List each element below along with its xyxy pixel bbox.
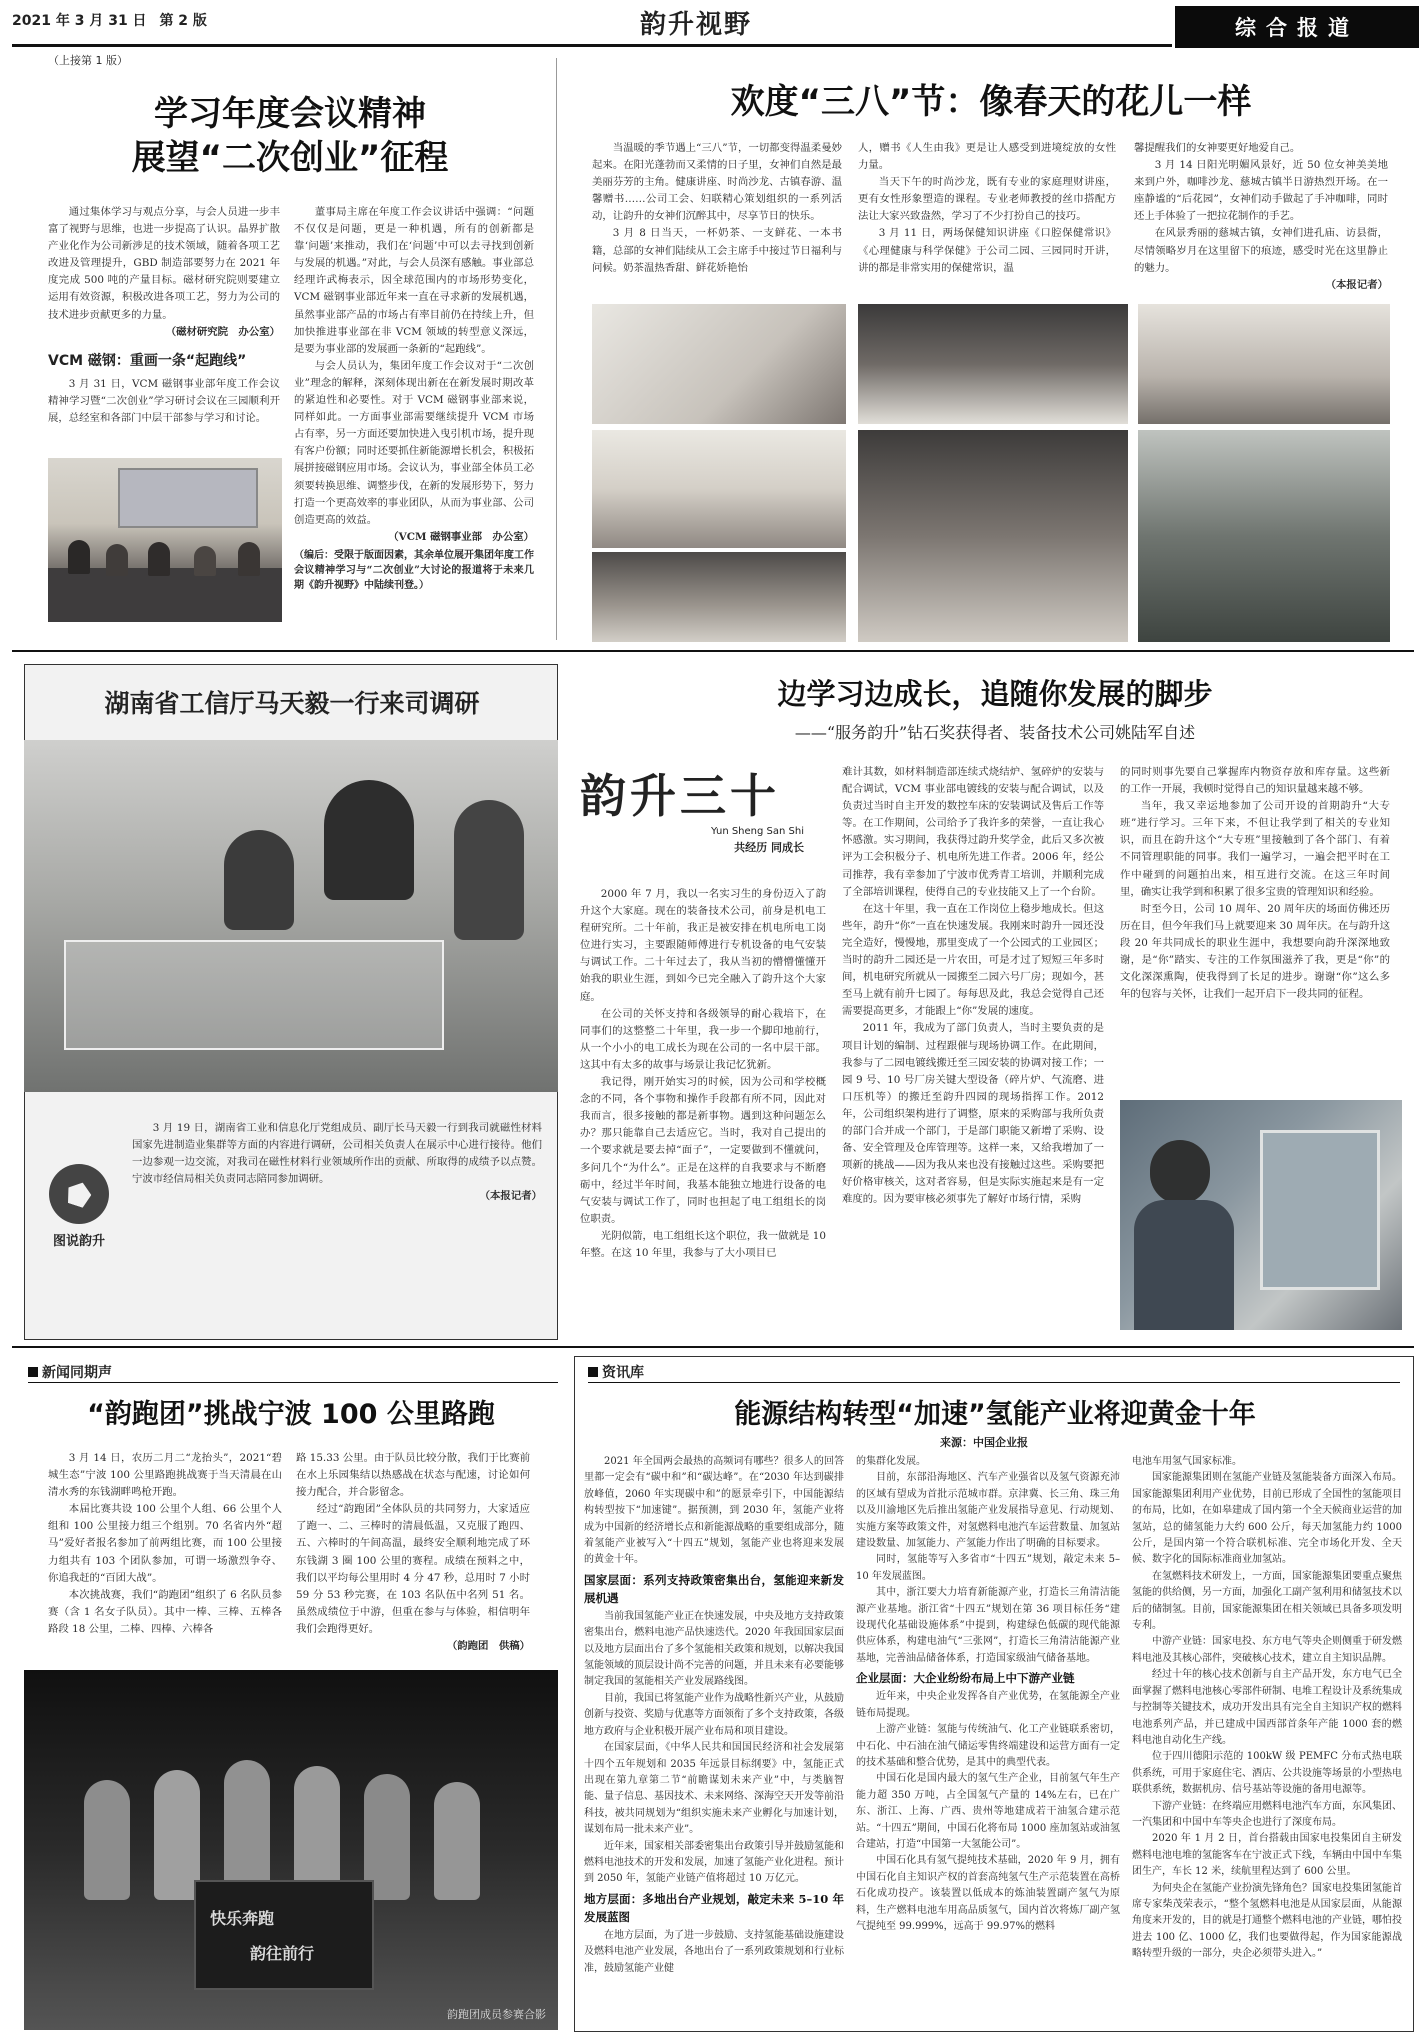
a6-col1-para1: 2021 年全国两会最热的高频词有哪些？很多人的回答里都一定会有“碳中和”和“碳达峰”。在“2030 年达到碳排放峰值，2060 年实现碳中和”的愿景牵引下，中国能源结构转型按下“加速键”。据预测，到 2030 年，氢能产业将成为中国新的经济增长点和新能源战略的重要组成部分，随着氢能产业被写入“十四五”规划，氢能产业也将迎来发展的黄金十年。: [584, 1456, 844, 1566]
a2-photo-3: [1138, 304, 1390, 424]
a4-brand-block: [580, 760, 828, 878]
a4-col2-para1: 难计其数，如材料制造部连续式烧结炉、氢碎炉的安装与配合调试，VCM 事业部电镀线的安装与配合调试，以及负责过当时自主开发的数控车床的安装调试及售后工作等等。在工作期间，公司给予了我许多的荣誉，一直让我心怀感激。实习期间，我获得过韵升奖学金，此后又多次被评为工会积极分子、机电所先进工作者。2006 年，经公司推荐，我有幸参加了宁波市优秀青工培训，并顺利完成了全部培训课程，使得自己的专业技能又上了一个台阶。: [842, 766, 1104, 898]
a2-col3: [1134, 140, 1388, 294]
a6-col1-para6: 在地方层面，为了进一步鼓励、支持氢能基础设施建设及燃料电池产业发展，各地出台了一系列政策规划和行业标准，鼓励氢能产业健: [584, 1929, 844, 1974]
a3-logo-label: 图说韵升: [52, 1234, 105, 1249]
a6-col3-para3: 中游产业链：国家电投、东方电气等央企则侧重于研发燃料电池及其核心部件，突破核心技术，建立自主知识品牌。: [1132, 1636, 1402, 1664]
date-text: 2021 年 3 月 31 日: [12, 13, 147, 29]
a6-col2-para3: 其中，浙江要大力培育新能源产业，打造长三角清洁能源产业基地。浙江省“十四五”规划在第 36 项目标任务“建设现代化基础设施体系”中提到，构建绿色低碳的现代能源供应体系，构建电油气“三张网”，打造长三角清洁能源产业基地，完善油品储备体系，打造国家级油气储备基地。: [856, 1587, 1120, 1664]
a1-sub-para: 3 月 31 日，VCM 磁钢事业部年度工作会议精神学习暨“二次创业”学习研讨会议在三园顺利开展，总经室和各部门中层干部参与学习和讨论。: [48, 378, 280, 425]
a4-brand-text: 韵升三十: [580, 769, 780, 823]
a5-tag-rule: [28, 1382, 558, 1383]
a3-photo: [24, 740, 558, 1092]
a6-col1: [584, 1454, 844, 1977]
a1-col1: [48, 204, 280, 341]
a5-col2-para2: 经过“韵跑团”全体队员的共同努力，大家适应了跑一、二、三棒时的清晨低温，又克服了跑四、五、六棒时的午间高温，最终安全顺利地完成了环东钱湖 3 圈 100 公里的赛程。成绩在预料之中，我们以平均每公里用时 4 分 47 秒，总用时 7 小时 59 分 53 秒完赛，在 103 名队伍中名列 51 名。虽然成绩位于中游，但重在参与与体验，相信明年我们会跑得更好。: [296, 1503, 530, 1635]
a3-title: 湖南省工信厅马天毅一行来司调研: [104, 689, 480, 718]
a4-col1-para2: 在公司的关怀支持和各级领导的耐心栽培下，在同事们的这整整二十年里，我一步一个脚印地前行，从一个小小的电工成长为现在公司的一名中层干部。这其中有太多的故事与场景让我记忆犹新。: [580, 1007, 826, 1071]
a6-subhead-2: 地方层面：多地出台产业规划，敲定未来 5–10 年发展蓝图: [584, 1891, 844, 1924]
a2-col1: [592, 140, 842, 277]
edition-text: 第 2 版: [159, 13, 207, 29]
a3-sign: （本报记者）: [479, 1190, 542, 1203]
a6-tag: [588, 1362, 644, 1382]
a6-subhead-3: 企业层面：大企业纷纷布局上中下游产业链: [856, 1671, 1075, 1686]
a4-col3-para3: 时至今日，公司 10 周年、20 周年庆的场面仿佛还历历在目，但今年我们马上就要迎来 30 周年庆。在与韵升这段 20 年共同成长的职业生涯中，我想要向韵升深深地致谢，是“你”踏实、专注的工作氛围滋养了我，更是“你”的文化深深熏陶，使我得到了长足的进步。谢谢“你”这么多年的包容与关怀，让我们一起开启下一段共同的征程。: [1120, 902, 1390, 1001]
col-divider: [556, 58, 557, 640]
a1-col1-sign: （磁材研究院 办公室）: [165, 325, 280, 338]
a2-col1-para1: 当温暖的季节遇上“三八”节，一切都变得温柔曼妙起来。在阳光蓬勃而又柔情的日子里，女神们自然是最美丽芬芳的主角。健康讲座、时尚沙龙、古镇春游、温馨赠书……公司工会、妇联精心策划组织的一系列活动，让韵升的女神们沉醉其中，尽享节日的快乐。: [592, 142, 842, 223]
a2-col2-para3: 3 月 11 日，两场保健知识讲座《口腔保健常识》《心理健康与科学保健》于公司二园、三园同时开讲，讲的都是非常实用的保健常识，温: [858, 227, 1116, 274]
a4-col3: [1120, 764, 1390, 1003]
a6-col2-para7: 中国石化具有氢气提纯技术基础，2020 年 9 月，拥有中国石化自主知识产权的首套高纯氢气生产示范装置在高桥石化成功投产。该装置以低成本的炼油装置副产氢气为原料，生产燃料电池车用高品质氢气，国内首次将炼厂副产氢气提纯至 99.999%，远高于 99.97%的燃料: [856, 1855, 1120, 1932]
a1-title-line2: 展望“二次创业”征程: [131, 138, 449, 178]
a1-sub-body: [48, 376, 280, 427]
a2-col3-para3: 在风景秀丽的慈城古镇，女神们进孔庙、访县衙，尽情领略岁月在这里留下的痕迹，感受时光在这里静止的魅力。: [1134, 227, 1388, 274]
a2-photo-6: [858, 430, 1128, 642]
a1-col1-para: 通过集体学习与观点分享，与会人员进一步丰富了视野与思维，也进一步提高了认识。晶界扩散产业化作为公司新涉足的技术领域，随着各项工艺改进及管理提升，GBD 制造部要努力在 2021 年度完成 500 吨的产量目标。磁材研究院则要建立运用有效资源，积极改进各项工艺，努力为公司的技术进步贡献更多的力量。: [48, 206, 280, 321]
a1-col2-para2: 与会人员认为，集团年度工作会议对于“二次创业”理念的解释，深刻体现出新在在新发展时期改革的紧迫性和必要性。对于 VCM 磁钢事业部来说，同样如此。一方面事业部需要继续提升 VCM 市场占有率，另一方面还要加快进入曳引机市场，提升现有客户份额；同时还要抓住新能源增长机会，积极拓展拼接磁钢应用市场。会议认为，事业部全体员工必须要转换思维、调整步伐，在新的发展形势下，努力打造一个更高效率的事业团队，从而为事业部、公司创造更高的效益。: [294, 359, 534, 526]
a4-brand-sub: 共经历 同成长: [734, 841, 804, 854]
a6-col3: [1132, 1454, 1402, 1963]
a5-col2: [296, 1450, 530, 1655]
a1-subhead: VCM 磁钢：重画一条“起跑线”: [48, 353, 247, 369]
a6-col1-para2: 当前我国氢能产业正在快速发展，中央及地方支持政策密集出台，燃料电池产品快速迭代。2020 年我国国家层面以及地方层面出台了多个氢能相关政策和规划，以解决我国氢能领域的顶层设计尚不完善的问题，并且未来有必要能够制定我国的氢能相关产业发展路线图。: [584, 1610, 844, 1688]
a6-col3-para2: 在氢燃料技术研发上，一方面，国家能源集团要重点聚焦氢能的供给侧，另一方面，加强化工副产氢利用和储氢技术以后的储制氢。目前，国家能源集团在相关领域已具备多项发明专利。: [1132, 1570, 1402, 1632]
a5-photo-caption: 韵跑团成员参赛合影: [447, 2008, 546, 2021]
a6-col3-para1: 国家能源集团则在氢能产业链及氢能装备方面深入布局。国家能源集团利用产业优势，目前已形成了全国性的氢能项目的布局，比如，在如皋建成了国内第一个全天候商业运营的加氢站，总的储氢能力大约 600 公斤，每天加氢能力约 1000 公斤，是国内第一个符合联机标准、完全市场化开发、全天候、数字化的国际标准商业加氢站。: [1132, 1472, 1402, 1566]
a2-photo-7: [1138, 430, 1390, 642]
a1-title-line1: 学习年度会议精神: [154, 94, 426, 134]
a5-banner-flag: [194, 1880, 374, 1990]
a4-col3-para2: 当年，我又幸运地参加了公司开设的首期韵升“大专班”进行学习。三年下来，不但让我学到了相关的专业知识，而且在韵升这个“大专班”里接触到了各个部门、有着不同管理职能的同事。我们一遍学习，一遍会把平时在工作中碰到的问题拍出来，相互进行交流。在这三年时间里，确实让我学到和积累了很多宝贵的管理知识和经验。: [1120, 800, 1390, 898]
a3-caption-text: 3 月 19 日，湖南省工业和信息化厅党组成员、副厅长马天毅一行到我司就磁性材料国家先进制造业集群等方面的内容进行调研，公司相关负责人在展示中心进行接待。他们一边参观一边交流，对我司在磁性材料行业领域所作出的贡献、所取得的成绩予以点赞。宁波市经信局相关负责同志陪同参加调研。: [132, 1122, 542, 1186]
a2-col2: [858, 140, 1116, 277]
a4-col2-para2: 在这十年里，我一直在工作岗位上稳步地成长。但这些年，韵升“你”一直在快速发展。我刚来时韵升一园还没完全造好，慢慢地，那里变成了一个公园式的工业园区；当时的韵升二园还是一片农田，可是才过了短短三年多时间，机电研究所就从一园搬至二园六号厂房；现如今，甚至马上就有前升七园了。每每思及此，我总会觉得自己还需要提高更多，才能跟上“你”发展的速度。: [842, 902, 1104, 1018]
a6-col2-para6: 中国石化是国内最大的氢气生产企业，目前氢气年生产能力超 350 万吨，占全国氢气产量的 14%左右，已在广东、浙江、上海、广西、贵州等地建成若干油氢合建示范站。“十四五”期间，中国石化将布局 1000 座加氢站或油氢合建站，打造“中国第一大氢能公司”。: [856, 1773, 1120, 1850]
a6-col1-para3: 目前，我国已将氢能产业作为战略性新兴产业，从鼓励创新与投资、奖励与优惠等方面领衔了多个支持政策，各级地方政府与企业积极开展产业布局和项目建设。: [584, 1692, 844, 1737]
a2-title: 欢度“三八”节：像春天的花儿一样: [730, 82, 1252, 122]
a5-tag: [28, 1362, 112, 1382]
section-banner: 综合报道: [1175, 6, 1419, 48]
a5-col2-sign: （韵跑团 供稿）: [446, 1640, 530, 1653]
a6-col3-para6: 下游产业链：在终端应用燃料电池汽车方面，东风集团、一汽集团和中国中车等央企也进行了深度布局。: [1132, 1800, 1402, 1828]
a2-col2-para1: 人，赠书《人生由我》更是让人感受到进境绽放的女性力量。: [858, 142, 1116, 172]
a3-logo-icon: [49, 1164, 109, 1224]
square-bullet-icon: [588, 1367, 598, 1377]
a6-col2-para1: 目前，东部沿海地区、汽车产业强省以及氢气资源充沛的区域有望成为首批示范城市群。京津冀、长三角、珠三角以及川渝地区先后推出氢能产业发展指导意见、行动规划、实施方案等政策文件，对氢燃料电池汽车运营数量、加氢站建设数量、加氢能力、产氢能力作出了明确的目标要求。: [856, 1472, 1120, 1550]
continued-note: （上接第 1 版）: [48, 54, 128, 67]
a3-logo: [42, 1164, 116, 1254]
a1-title: [20, 92, 560, 180]
a6-title: 能源结构转型“加速”氢能产业将迎黄金十年: [734, 1399, 1256, 1430]
a6-col2-para5: 上游产业链：氢能与传统油气、化工产业链联系密切，中石化、中石油在油气储运零售终端建设和运营方面有一定的技术基础和整合优势，是其中的典型代表。: [856, 1724, 1120, 1768]
paper-title: 韵升视野: [640, 10, 753, 40]
a6-col3-para5: 位于四川德阳示范的 100kW 级 PEMFC 分布式热电联供系统，可用于家庭住宅、酒店、公共设施等场景的小型热电联供系统，数据机房、信号基站等设施的备用电源等。: [1132, 1751, 1402, 1796]
issue-date: [12, 10, 207, 30]
a6-col3-para4: 经过十年的核心技术创新与自主产品开发，东方电气已全面掌握了燃料电池核心零部件研制、电堆工程设计及系统集成与控制等关键技术，成功开发出具有完全自主知识产权的燃料电池系列产品，并已建成中国西部首条年产能 1000 套的燃料电池自动化生产线。: [1132, 1669, 1402, 1746]
a6-col2-para2: 同时，氢能等写入多省市“十四五”规划，敲定未来 5–10 年发展蓝图。: [856, 1554, 1120, 1582]
a2-col3-para1: 馨提醒我们的女神要更好地爱自己。: [1134, 142, 1301, 154]
a5-col1-para2: 本届比赛共设 100 公里个人组、66 公里个人组和 100 公里接力组三个组别。70 名省内外“超马”爱好者报名参加了前两组比赛，而 100 公里接力组共有 103 个团队参加，可谓一场激烈争夺、你追我赶的“百团大战”。: [48, 1503, 282, 1584]
section-rule-1: [12, 650, 1414, 652]
a4-col2-para3: 2011 年，我成为了部门负责人，当时主要负责的是项目计划的编制、过程跟催与现场协调工作。在此期间，我参与了二园电镀线搬迁至三园安装的协调对接工作；一园 9 号、10 号厂房关键大型设备（碎片炉、气流磨、进口压机等）的搬迁至韵升四园的现场指挥工作。2012 年，公司组织架构进行了调整，原来的采购部与我所负责的部门合并成一个部门，于是部门职能又新增了采购、设备、安全管理及仓库管理等。这样一来，又给我增加了一项新的挑战——因为我从来也没有接触过这些。采购要把好价格审核关，这对者容易，但是实际实施起来是有一定难度的。因为要审核必须事先了解好市场行情，采购: [842, 1022, 1104, 1206]
a5-team-photo: [24, 1670, 558, 2030]
header-rule: [12, 44, 1172, 47]
section-rule-2: [12, 1346, 1414, 1348]
a5-col1: [48, 1450, 282, 1638]
a2-photo-1: [592, 304, 846, 424]
a4-portrait-photo: [1120, 1100, 1402, 1330]
a6-col3-para7: 2020 年 1 月 2 日，首台搭载由国家电投集团自主研发燃料电池电堆的氢能客车在宁波正式下线，车辆由中国中车集团生产，车长 12 米，续航里程达到了 600 公里。: [1132, 1833, 1402, 1878]
a2-col1-para2: 3 月 8 日当天，一杯奶茶、一支鲜花、一本书籍，总部的女神们陆续从工会主席手中接过节日福利与问候。奶茶温热香甜、鲜花娇艳怡: [592, 227, 842, 274]
a6-col3-para0: 电池车用氢气国家标准。: [1132, 1456, 1242, 1467]
a1-col2: [294, 204, 534, 593]
square-bullet-icon: [28, 1367, 38, 1377]
a2-col3-sign: （本报记者）: [1325, 278, 1388, 291]
a6-col1-para4: 在国家层面，《中华人民共和国国民经济和社会发展第十四个五年规划和 2035 年远景目标纲要》中，氢能正式出现在第九章第二节“前瞻谋划未来产业”中，与类脑智能、量子信息、基因技术、未来网络、深海空天开发等前沿科技，被共同规划为“组织实施未来产业孵化与加速计划，谋划布局一批未来产业”。: [584, 1742, 844, 1836]
a6-tag-label: 资讯库: [602, 1365, 644, 1381]
a1-editor-note: （编后：受限于版面因素，其余单位展开集团年度工作会议精神学习与“二次创业”大讨论的报道将于未来几期《韵升视野》中陆续刊登。）: [294, 549, 534, 591]
a6-tag-rule: [588, 1382, 1400, 1383]
a1-col2-para1: 董事局主席在年度工作会议讲话中强调：“问题不仅仅是问题，更是一种机遇，所有的创新都是靠‘问题’来推动，我们在‘问题’中可以去寻找到创新与发展的机遇。”对此，与会人员深有感触。事业部总经理许武梅表示，因全球范围内的市场形势变化，VCM 磁钢事业部近年来一直在寻求新的发展机遇，虽然事业部产品的市场占有率目前仍在持续上升，但加快推进事业部在非 VCM 领域的转型意义深远，是要为事业部的发展画一条新的“起跑线”。: [294, 206, 534, 355]
a2-photo-5: [592, 552, 846, 642]
a5-banner-line2: 韵往前行: [250, 1944, 315, 1963]
a4-brand-en: Yun Sheng San Shi: [711, 826, 804, 837]
a6-source: 来源：中国企业报: [940, 1436, 1028, 1449]
a5-banner-line1: 快乐奔跑: [210, 1909, 275, 1928]
a6-col1-para5: 近年来，国家相关部委密集出台政策引导并鼓励氢能和燃料电池技术的开发和发展，加速了氢能产业化进程。预计到 2050 年，氢能产业链产值将超过 10 万亿元。: [584, 1840, 844, 1885]
a5-tag-label: 新闻同期声: [42, 1365, 112, 1381]
a1-meeting-photo: [48, 458, 282, 622]
a2-photo-4: [592, 430, 846, 548]
a5-col1-para3: 本次挑战赛，我们“韵跑团”组织了 6 名队员参赛（含 1 名女子队员）。其中一棒、三棒、五棒各路段 18 公里，二棒、四棒、六棒各: [48, 1588, 282, 1635]
a4-col1-para1: 2000 年 7 月，我以一名实习生的身份迈入了韵升这个大家庭。现在的装备技术公司，前身是机电工程研究所。二十年前，我正是被安排在机电所电工岗位进行实习，主要跟随师傅进行专机设备的电气安装与调试工作。二十年过去了，我从当初的懵懵懂懂开始我的职业生涯，到如今已完全融入了韵升这个大家庭。: [580, 888, 826, 1003]
a4-col2: [842, 764, 1104, 1208]
a5-col1-para1: 3 月 14 日，农历二月二“龙抬头”，2021“碧城生态”宁波 100 公里路跑挑战赛于当天清晨在山清水秀的东钱湖畔鸣枪开跑。: [48, 1452, 282, 1499]
a6-subhead-1: 国家层面：系列支持政策密集出台，氢能迎来新发展机遇: [584, 1572, 844, 1605]
a6-col3-para8: 为何央企在氢能产业扮演先锋角色？国家电投集团氢能首席专家柴茂荣表示，“整个氢燃料电池是从国家层面，从能源角度来开发的，目的就是打通整个燃料电池的产业链，哪怕投进去 100 亿、1000 亿，我们也要做得起，作为国家能源战略转型升级的一部分，央企必须带头进入。”: [1132, 1882, 1402, 1960]
a4-col1: [580, 886, 826, 1262]
a6-col2-para4: 近年来，中央企业发挥各自产业优势，在氢能源全产业链布局提现。: [856, 1691, 1120, 1719]
a4-col1-para4: 光阴似箭，电工组组长这个职位，我一做就是 10 年整。在这 10 年里，我参与了大小项目已: [580, 1229, 826, 1259]
a5-col2-para1: 路 15.33 公里。由于队员比较分散，我们于比赛前在水上乐园集结以热感战在状态与配速，讨论如何接力配合，并合影留念。: [296, 1452, 530, 1499]
a2-col3-para2: 3 月 14 日阳光明媚风景好，近 50 位女神美美地来到户外，咖啡沙龙、慈城古镇半日游热烈开场。在一座静谧的“后花园”，女神们动手做起了手冲咖啡，同时还上手体验了一把拉花制作的手艺。: [1134, 159, 1388, 223]
a6-col2-para0: 的集群化发展。: [856, 1456, 926, 1467]
a4-col1-para3: 我记得，刚开始实习的时候，因为公司和学校概念的不同，各个事物和操作手段都有所不同，因此对我而言，很多接触的都是新事物。遇到这种问题怎么办？那只能靠自己去适应它。当时，我对自己提出的一个要求就是要去掉“面子”，一定要做到不懂就问，多问几个“为什么”。正是在这样的自我要求与不断磨砺中，经过半年时间，我基本能独立地进行设备的电气安装与调试工作了，同时也担起了电工组组长的岗位职责。: [580, 1076, 826, 1225]
a2-col2-para2: 当天下午的时尚沙龙，既有专业的家庭理财讲座，更有女性形象塑造的课程。专业老师教授的丝巾搭配方法让大家兴致盎然，学习了不少打扮自己的技巧。: [858, 176, 1116, 223]
a5-title: “韵跑团”挑战宁波 100 公里路跑: [87, 1399, 495, 1430]
a2-photo-2: [858, 304, 1128, 424]
a1-col2-sign: （VCM 磁钢事业部 办公室）: [388, 530, 534, 543]
a4-col3-para1: 的同时则事先要自己掌握库内物资存放和库存量。这些新的工作一开展，我顿时觉得自己的知识量越来越不够。: [1120, 766, 1390, 796]
a4-subtitle: ——“服务韵升”钻石奖获得者、装备技术公司姚陆军自述: [794, 723, 1196, 742]
a6-col2: [856, 1454, 1120, 1935]
a4-title: 边学习边成长，追随你发展的脚步: [777, 677, 1213, 711]
a3-caption: [132, 1120, 542, 1205]
